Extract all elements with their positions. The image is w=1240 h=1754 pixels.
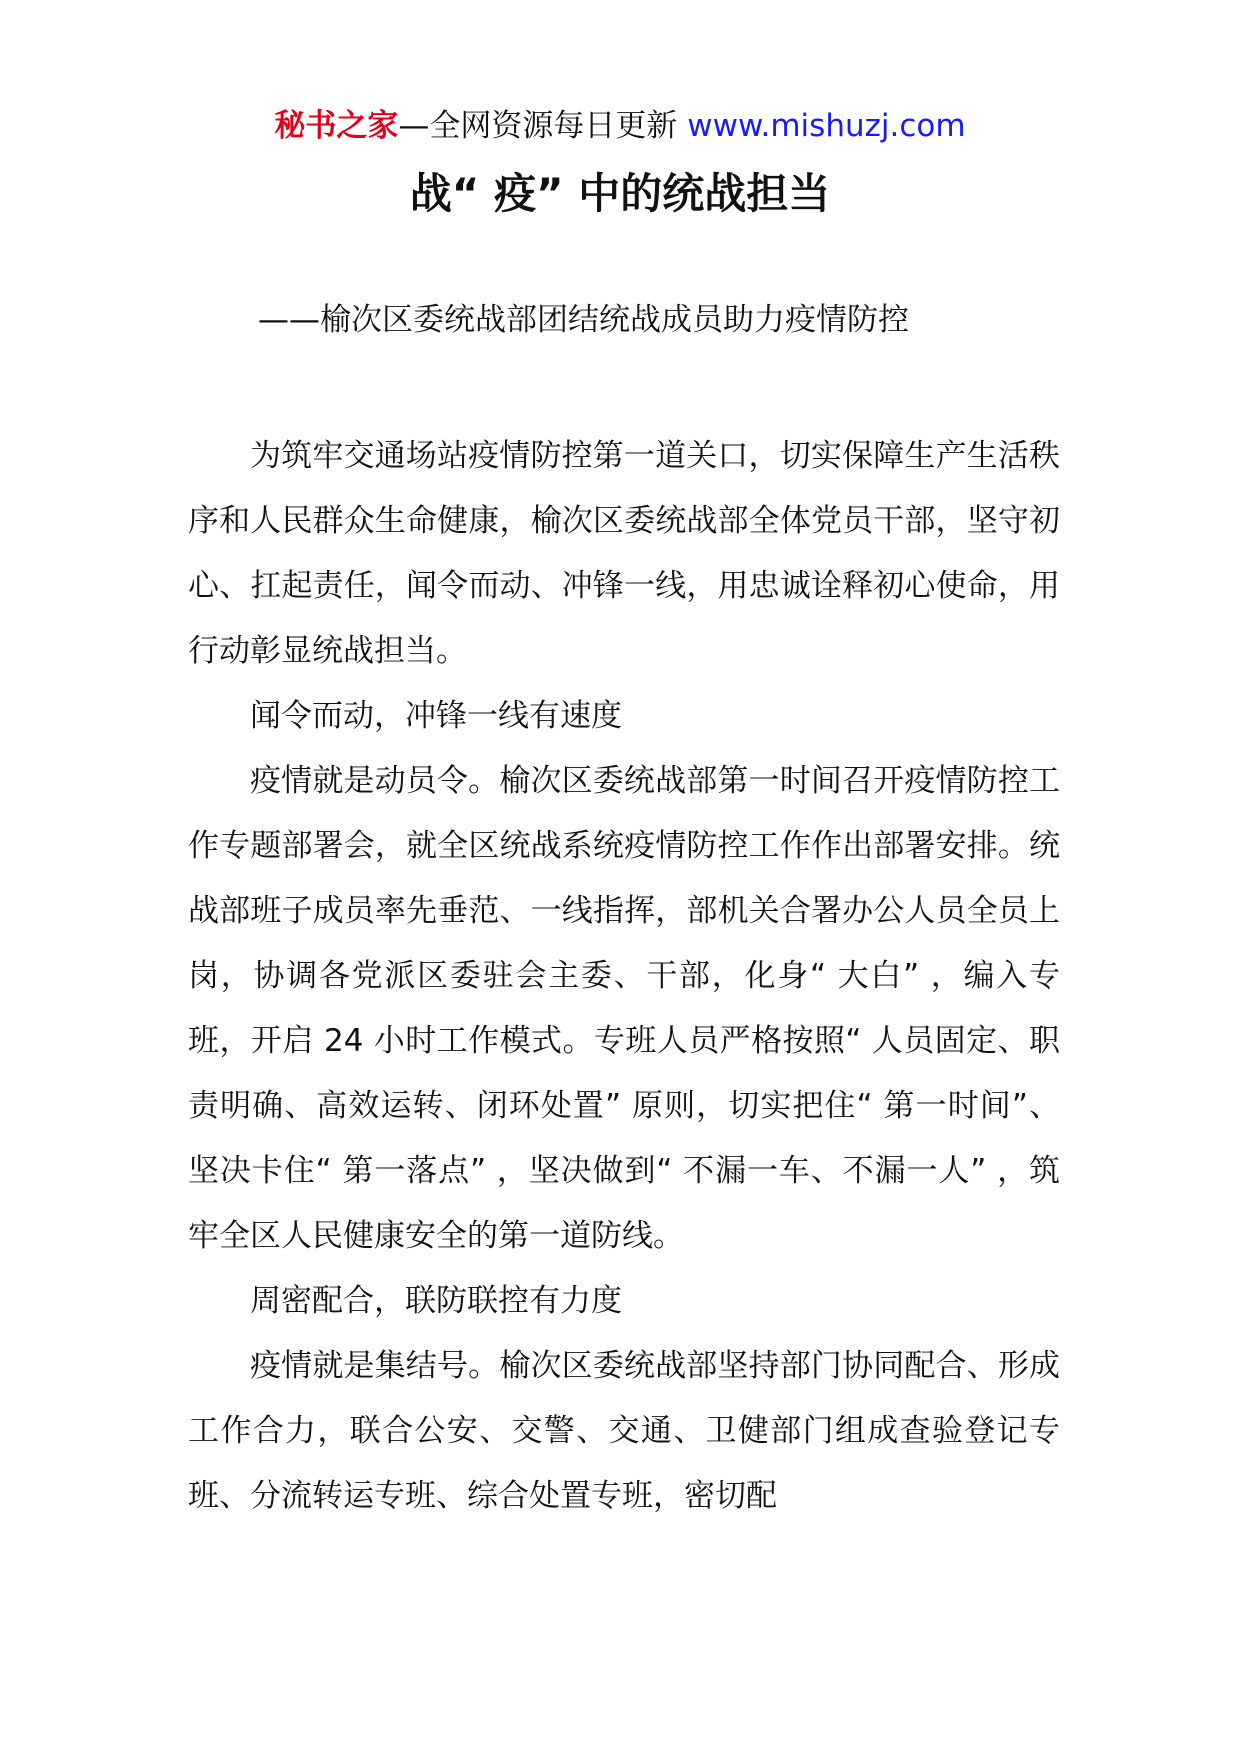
site-url-link[interactable]: www.mishuzj.com (687, 108, 966, 144)
paragraph-intro: 为筑牢交通场站疫情防控第一道关口，切实保障生产生活秩序和人民群众生命健康，榆次区委统战部全体党员干部，坚守初心、扛起责任，闻令而动、冲锋一线，用忠诚诠释初心使命，用行动彰显统战担当。 (188, 438, 1060, 669)
site-tagline: —全网资源每日更新 (398, 108, 688, 144)
document-subtitle: ——榆次区委统战部团结统战成员助力疫情防控 (258, 302, 909, 338)
document-title: 战“ 疫” 中的统战担当 (409, 169, 831, 218)
section-heading: 闻令而动，冲锋一线有速度 (250, 698, 622, 734)
brand-name: 秘书之家 (274, 108, 399, 144)
site-header-banner (0, 104, 1240, 148)
paragraph: 疫情就是集结号。榆次区委统战部坚持部门协同配合、形成工作合力，联合公安、交警、交通、卫健部门组成查验登记专班、分流转运专班、综合处置专班，密切配 (188, 1348, 1060, 1514)
document-body (188, 424, 1060, 1529)
paragraph: 疫情就是动员令。榆次区委统战部第一时间召开疫情防控工作专题部署会，就全区统战系统疫情防控工作作出部署安排。统战部班子成员率先垂范、一线指挥，部机关合署办公人员全员上岗，协调各党派区委驻会主委、干部，化身“ 大白” ，编入专班，开启 24 小时工作模式。专班人员严格按照“ 人员固定、职责明确、高效运转、闭环处置” 原则，切实把住“ 第一时间”、坚决卡住“ 第一落点” ，坚决做到“ 不漏一车、不漏一人” ，筑牢全区人民健康安全的第一道防线。 (188, 763, 1060, 1254)
section-heading: 周密配合，联防联控有力度 (250, 1283, 622, 1319)
